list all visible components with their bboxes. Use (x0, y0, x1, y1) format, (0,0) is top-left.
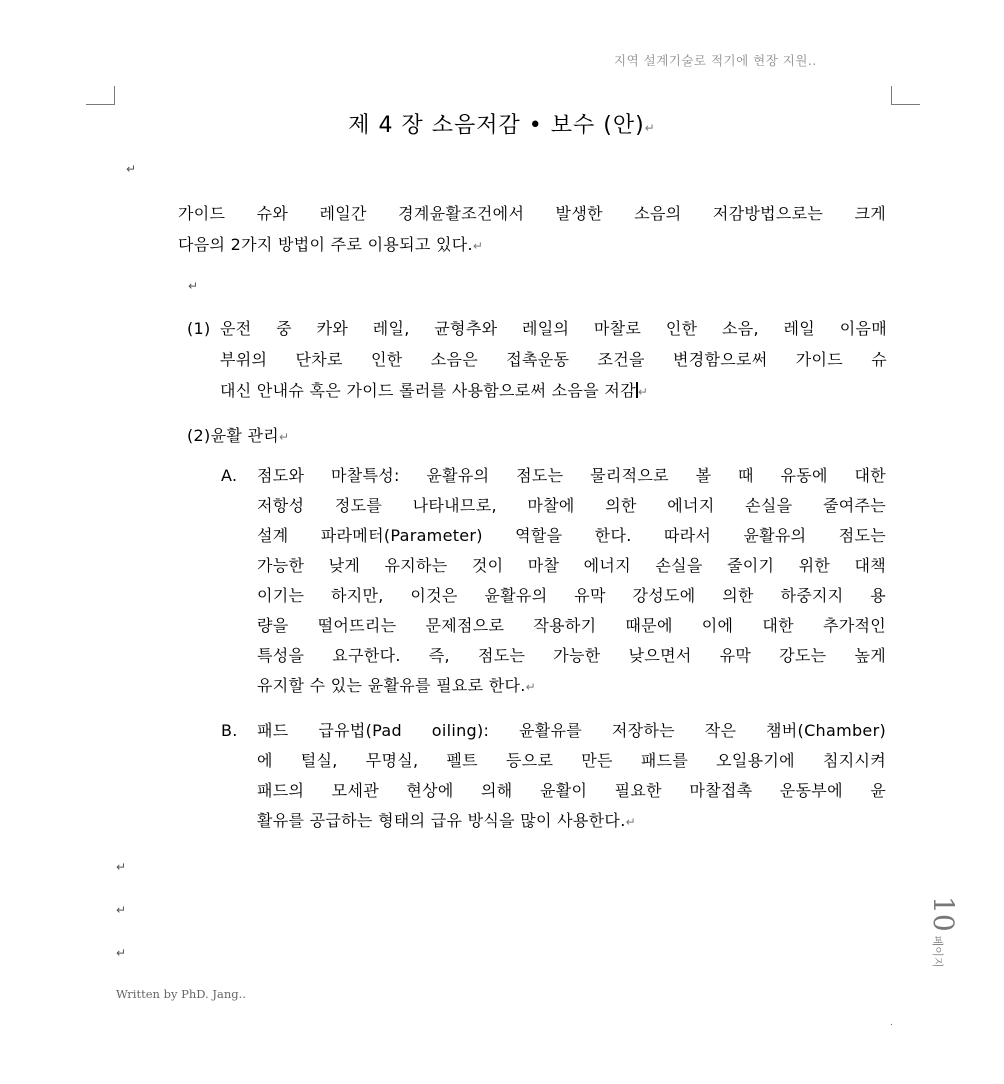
footer-author: Written by PhD. Jang.. (116, 987, 246, 1001)
page-number-value: 10 (927, 896, 960, 932)
paragraph-mark-icon: ↵ (644, 121, 656, 135)
paragraph-mark-icon: ↵ (126, 162, 137, 176)
page-number-label: 페이지 (931, 935, 944, 968)
list-item-2[interactable] (187, 420, 289, 453)
list-item-1-line-3: 대신 안내슈 혹은 가이드 롤러를 사용함으로써 소음을 저감 ↵ (220, 381, 649, 400)
sub-item-a-line-6: 량을 떨어뜨리는 문제점으로 작용하기 때문에 이에 대한 추가적인 (257, 616, 886, 635)
paragraph-mark-icon: ↵ (637, 385, 649, 399)
sub-item-a-line-5: 이기는 하지만, 이것은 윤활유의 유막 강성도에 의한 하중지지 용 (257, 586, 886, 605)
sub-item-b-line-4: 활유를 공급하는 형태의 급유 방식을 많이 사용한다.↵ (257, 811, 636, 830)
list-item-2-marker: (2) (187, 426, 211, 445)
sub-item-a-line-4: 가능한 낮게 유지하는 것이 마찰 에너지 손실을 줄이기 위한 대책 (257, 556, 886, 575)
sub-item-b-marker: B. (221, 721, 238, 740)
list-item-1[interactable] (187, 313, 887, 406)
sub-item-a[interactable] (221, 461, 886, 701)
paragraph-mark-icon: ↵ (625, 815, 636, 829)
sub-item-a-line-3: 설계 파라메터(Parameter) 역할을 한다. 따라서 윤활유의 점도는 (257, 526, 886, 545)
crop-mark-right (891, 86, 920, 105)
sub-item-a-line-2: 저항성 정도를 나타내므로, 마찰에 의한 에너지 손실을 줄여주는 (257, 496, 886, 515)
paragraph-mark-icon: ↵ (472, 239, 484, 253)
intro-line-2: 다음의 2가지 방법이 주로 이용되고 있다.↵ (178, 235, 484, 254)
paragraph-mark-icon: ↵ (116, 946, 127, 960)
list-item-1-marker: (1) (187, 319, 211, 338)
sub-item-b-line-3: 패드의 모세관 현상에 의해 윤활이 필요한 마찰접촉 운동부에 윤 (257, 781, 886, 800)
chapter-title (0, 108, 1004, 139)
chapter-title-text: 제 4 장 소음저감 • 보수 (안) (348, 113, 645, 138)
sub-item-a-marker: A. (221, 466, 238, 485)
list-item-1-line-1: (1) 운전 중 카와 레일, 균형추와 레일의 마찰로 인한 소음, 레일 이음매 (187, 313, 887, 344)
running-header: 지역 설계기술로 적기에 현장 지원.. (614, 53, 817, 68)
sub-item-a-line-8: 유지할 수 있는 윤활유를 필요로 한다.↵ (257, 676, 537, 695)
list-item-2-label: 윤활 관리 (210, 426, 279, 445)
list-item-1-line-2: 부위의 단차로 인한 소음은 접촉운동 조건을 변경함으로써 가이드 슈 (220, 350, 887, 369)
sub-item-b[interactable] (221, 716, 886, 836)
intro-line-1: 가이드 슈와 레일간 경계윤활조건에서 발생한 소음의 저감방법으로는 크게 (178, 204, 886, 223)
crop-mark-left (86, 86, 115, 105)
intro-paragraph[interactable] (178, 198, 886, 262)
paragraph-mark-icon: ↵ (116, 903, 127, 917)
paragraph-mark-icon: ↵ (525, 680, 537, 694)
sub-item-b-line-2: 에 털실, 무명실, 펠트 등으로 만든 패드를 오일용기에 침지시켜 (257, 751, 886, 770)
sub-item-b-line-1: B. 패드 급유법(Pad oiling): 윤활유를 저장하는 작은 챔버(Chamber) (221, 716, 886, 746)
paragraph-mark-icon: ↵ (188, 279, 199, 293)
page-number (920, 896, 960, 996)
paragraph-mark-icon: ↵ (116, 860, 127, 874)
sub-item-a-line-1: A. 점도와 마찰특성: 윤활유의 점도는 물리적으로 볼 때 유동에 대한 (221, 461, 886, 491)
paragraph-mark-icon: ↵ (279, 430, 290, 444)
sub-item-a-line-7: 특성을 요구한다. 즉, 점도는 가능한 낮으면서 유막 강도는 높게 (257, 646, 886, 665)
paragraph-mark-icon: . (890, 1018, 893, 1028)
